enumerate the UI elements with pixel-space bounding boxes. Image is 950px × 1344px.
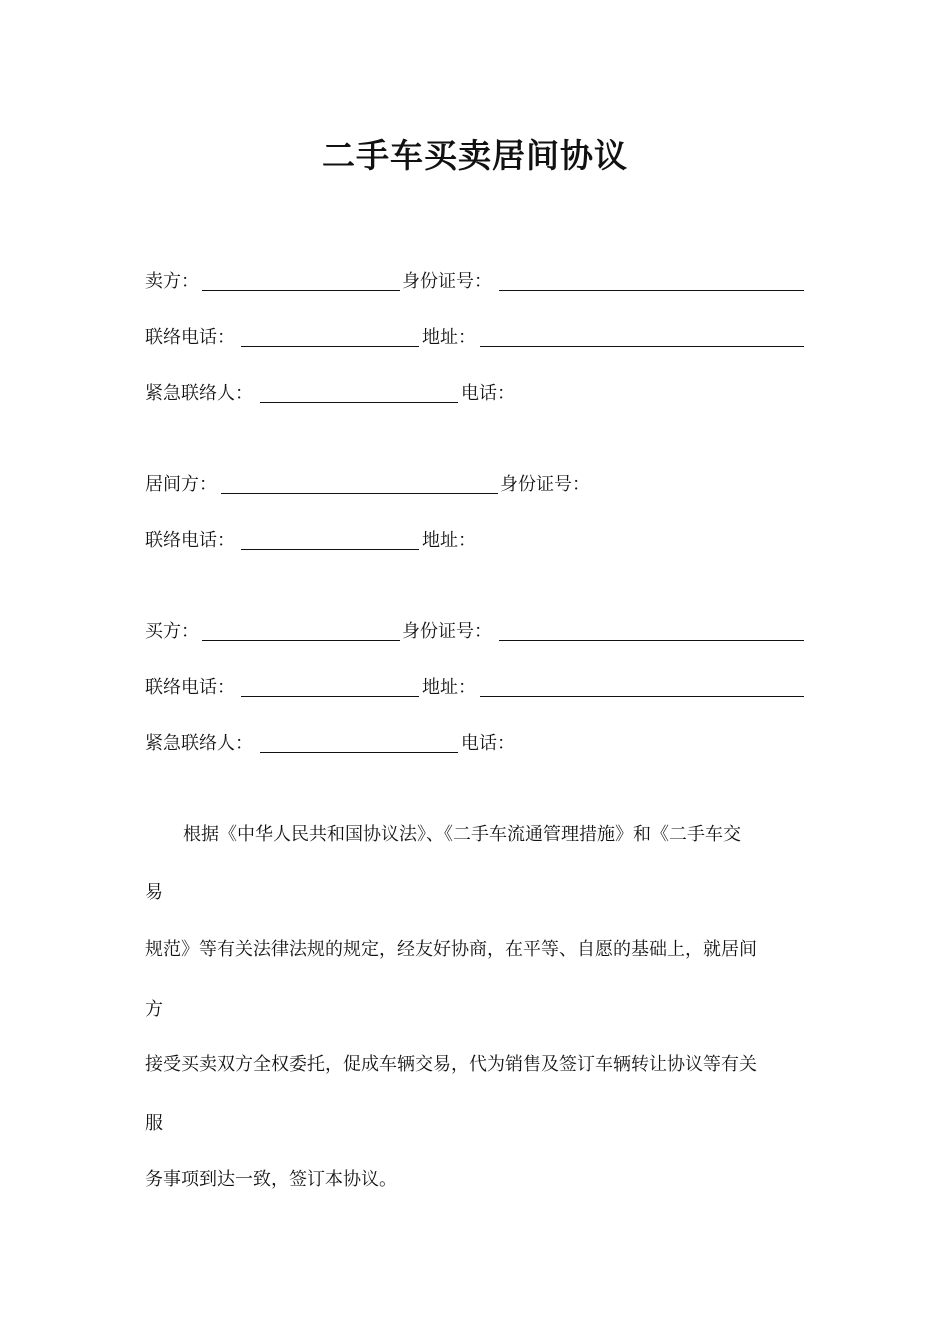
broker-name-label: 居间方： [145, 474, 217, 495]
buyer-emergency-blank[interactable] [260, 752, 458, 753]
seller-phone-label: 联络电话： [145, 327, 235, 348]
buyer-name-blank[interactable] [202, 640, 400, 641]
seller-id-blank[interactable] [499, 290, 804, 291]
buyer-address-blank[interactable] [480, 696, 804, 697]
seller-address-blank[interactable] [480, 346, 804, 347]
broker-address-label: 地址： [422, 530, 476, 551]
buyer-id-blank[interactable] [499, 640, 804, 641]
document-title: 二手车买卖居间协议 [322, 136, 628, 175]
buyer-id-label: 身份证号： [402, 621, 492, 642]
paragraph-line-1: 根据《中华人民共和国协议法》、《二手车流通管理措施》和《二手车交 [183, 824, 741, 845]
broker-name-blank[interactable] [221, 493, 498, 494]
paragraph-line-2: 易 [145, 882, 163, 903]
seller-name-label: 卖方： [145, 271, 199, 292]
buyer-emergency-label: 紧急联络人： [145, 733, 253, 754]
seller-emergency-blank[interactable] [260, 402, 458, 403]
buyer-name-label: 买方： [145, 621, 199, 642]
buyer-address-label: 地址： [422, 677, 476, 698]
seller-name-blank[interactable] [202, 290, 400, 291]
broker-id-label: 身份证号： [500, 474, 590, 495]
seller-id-label: 身份证号： [402, 271, 492, 292]
seller-phone-blank[interactable] [241, 346, 419, 347]
paragraph-line-7: 务事项到达一致，签订本协议。 [145, 1169, 397, 1190]
paragraph-line-3: 规范》等有关法律法规的规定，经友好协商，在平等、自愿的基础上，就居间 [145, 939, 757, 960]
paragraph-line-4: 方 [145, 999, 163, 1020]
paragraph-line-6: 服 [145, 1113, 163, 1134]
seller-emergency-phone-label: 电话： [461, 383, 515, 404]
broker-phone-label: 联络电话： [145, 530, 235, 551]
seller-emergency-label: 紧急联络人： [145, 383, 253, 404]
paragraph-line-5: 接受买卖双方全权委托，促成车辆交易，代为销售及签订车辆转让协议等有关 [145, 1054, 757, 1075]
seller-address-label: 地址： [422, 327, 476, 348]
buyer-emergency-phone-label: 电话： [461, 733, 515, 754]
buyer-phone-label: 联络电话： [145, 677, 235, 698]
buyer-phone-blank[interactable] [241, 696, 419, 697]
broker-phone-blank[interactable] [241, 549, 419, 550]
